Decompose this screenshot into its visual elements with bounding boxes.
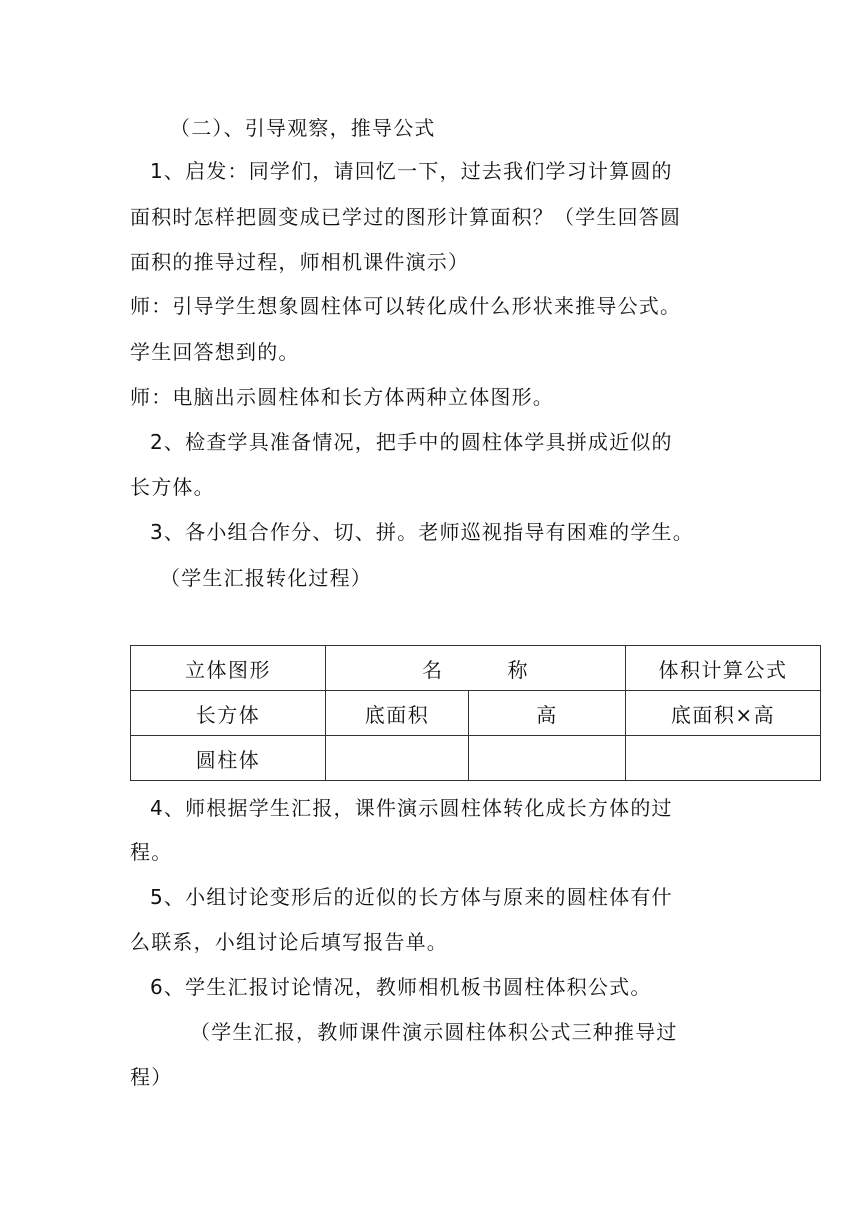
formula-table: [130, 645, 821, 781]
table-cell: [626, 736, 821, 781]
paragraph-line: 面积的推导过程，师相机课件演示）: [130, 250, 470, 274]
table-cell: 底面积×高: [626, 691, 821, 736]
paragraph-line: 1、启发：同学们，请回忆一下，过去我们学习计算圆的: [150, 159, 673, 183]
paragraph-line: 学生回答想到的。: [130, 340, 300, 364]
header-solid-figure: 立体图形: [131, 646, 326, 691]
section-heading: （二）、引导观察，推导公式: [170, 116, 436, 140]
paragraph-line: 程。: [130, 840, 173, 864]
paragraph-line: （学生汇报转化过程）: [160, 566, 372, 590]
paragraph-line: 6、学生汇报讨论情况，教师相机板书圆柱体积公式。: [150, 975, 652, 999]
paragraph-line: 3、各小组合作分、切、拼。老师巡视指导有困难的学生。: [150, 520, 694, 544]
table-cell: [326, 736, 469, 781]
paragraph-line: 4、师根据学生汇报，课件演示圆柱体转化成长方体的过: [150, 796, 673, 820]
table-cell: 长方体: [131, 691, 326, 736]
header-name-part-2: 称: [507, 657, 529, 682]
table-cell: 高: [469, 691, 626, 736]
paragraph-line: 师：电脑出示圆柱体和长方体两种立体图形。: [130, 385, 554, 409]
table-row: [131, 736, 821, 781]
table-cell: 底面积: [326, 691, 469, 736]
paragraph-line: 师：引导学生想象圆柱体可以转化成什么形状来推导公式。: [130, 294, 682, 318]
paragraph-line: 程）: [130, 1065, 173, 1089]
paragraph-line: 2、检查学具准备情况，把手中的圆柱体学具拼成近似的: [150, 430, 673, 454]
table-cell: [469, 736, 626, 781]
paragraph-line: （学生汇报，教师课件演示圆柱体积公式三种推导过: [190, 1020, 678, 1044]
table-row: [131, 691, 821, 736]
table-header-row: [131, 646, 821, 691]
paragraph-line: 长方体。: [130, 475, 215, 499]
table-cell: 圆柱体: [131, 736, 326, 781]
paragraph-line: 5、小组讨论变形后的近似的长方体与原来的圆柱体有什: [150, 885, 673, 909]
paragraph-line: 么联系，小组讨论后填写报告单。: [130, 930, 448, 954]
header-name: [326, 646, 626, 691]
header-name-part-1: 名: [422, 657, 444, 682]
paragraph-line: 面积时怎样把圆变成已学过的图形计算面积？（学生回答圆: [130, 205, 682, 229]
header-volume-formula: 体积计算公式: [626, 646, 821, 691]
